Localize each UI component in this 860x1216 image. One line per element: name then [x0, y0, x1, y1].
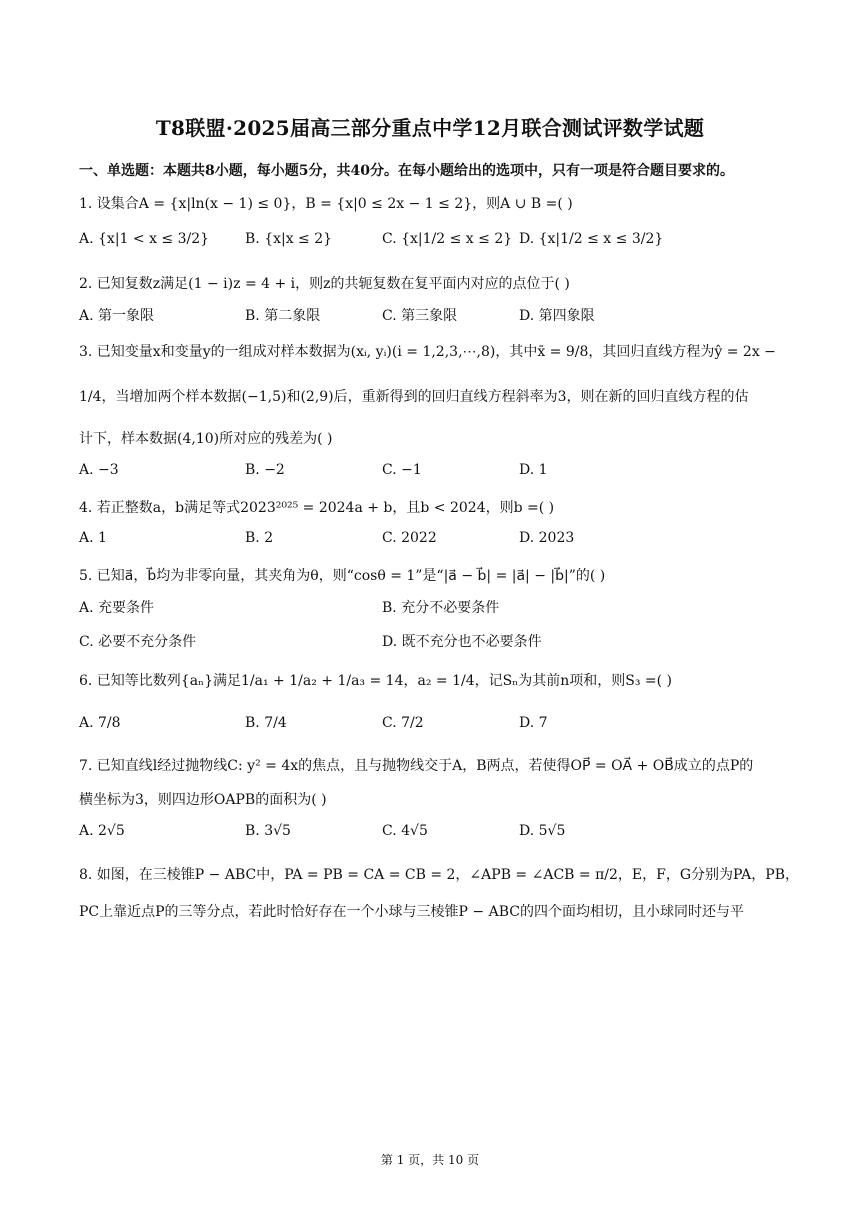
- question-1-option-d: D. {x|1/2 ≤ x ≤ 3/2}: [519, 231, 664, 247]
- section-heading: 一、单选题：本题共8小题，每小题5分，共40分。在每小题给出的选项中，只有一项是符合题目要求的。: [79, 163, 734, 179]
- question-1-option-c: C. {x|1/2 ≤ x ≤ 2}: [382, 231, 513, 247]
- question-7-line-1: 7. 已知直线l经过抛物线C: y² = 4x的焦点，且与抛物线交于A，B两点，若使得OP⃗ = OA⃗ + OB⃗成立的点P的: [79, 758, 754, 774]
- question-6-option-a: A. 7/8: [79, 715, 121, 731]
- question-2-option-a: A. 第一象限: [79, 308, 155, 324]
- question-4-option-a: A. 1: [79, 530, 107, 546]
- question-3-option-c: C. −1: [382, 462, 422, 478]
- question-4-option-b: B. 2: [245, 530, 274, 546]
- question-5-option-b: B. 充分不必要条件: [382, 600, 500, 616]
- question-8-line-1: 8. 如图，在三棱锥P − ABC中，PA = PB = CA = CB = 2，∠APB = ∠ACB = π/2，E，F，G分别为PA，PB，: [79, 867, 799, 883]
- question-3-option-d: D. 1: [519, 462, 548, 478]
- question-7-option-b: B. 3√5: [245, 823, 291, 839]
- question-4-line-1: 4. 若正整数a，b满足等式2023²⁰²⁵ = 2024a + b，且b < 2024，则b =( ): [79, 500, 555, 516]
- question-5-option-c: C. 必要不充分条件: [79, 634, 197, 650]
- question-5-line-1: 5. 已知a⃗，b⃗均为非零向量，其夹角为θ，则“cosθ = 1”是“|a⃗ − b⃗| = |a⃗| − |b⃗|”的( ): [79, 568, 606, 584]
- question-7-option-c: C. 4√5: [382, 823, 428, 839]
- question-3-line-3: 计下，样本数据(4,10)所对应的残差为( ): [79, 431, 333, 447]
- question-6-option-b: B. 7/4: [245, 715, 287, 731]
- question-1-option-a: A. {x|1 < x ≤ 3/2}: [79, 231, 210, 247]
- question-3-line-1: 3. 已知变量x和变量y的一组成对样本数据为(xᵢ, yᵢ)(i = 1,2,3,⋯,8)，其中x̄ = 9/8，其回归直线方程为ŷ = 2x −: [79, 344, 776, 360]
- question-3-option-b: B. −2: [245, 462, 285, 478]
- question-3-line-2: 1/4，当增加两个样本数据(−1,5)和(2,9)后，重新得到的回归直线方程斜率为3，则在新的回归直线方程的估: [79, 389, 749, 405]
- question-5-option-d: D. 既不充分也不必要条件: [382, 634, 542, 650]
- question-1-option-b: B. {x|x ≤ 2}: [245, 231, 333, 247]
- question-4-option-d: D. 2023: [519, 530, 575, 546]
- question-8-line-2: PC上靠近点P的三等分点，若此时恰好存在一个小球与三棱锥P − ABC的四个面均相切，且小球同时还与平: [79, 904, 744, 920]
- question-2-option-c: C. 第三象限: [382, 308, 458, 324]
- question-7-option-a: A. 2√5: [79, 823, 125, 839]
- question-2-option-d: D. 第四象限: [519, 308, 595, 324]
- question-6-option-c: C. 7/2: [382, 715, 424, 731]
- question-3-option-a: A. −3: [79, 462, 119, 478]
- question-5-option-a: A. 充要条件: [79, 600, 155, 616]
- question-2-line-1: 2. 已知复数z满足(1 − i)z = 4 + i，则z的共轭复数在复平面内对应的点位于( ): [79, 276, 570, 292]
- question-7-line-2: 横坐标为3，则四边形OAPB的面积为( ): [79, 792, 327, 808]
- page-footer: 第 1 页，共 10 页: [380, 1153, 480, 1167]
- question-2-option-b: B. 第二象限: [245, 308, 321, 324]
- exam-title: T8联盟·2025届高三部分重点中学12月联合测试评数学试题: [155, 116, 705, 140]
- question-6-option-d: D. 7: [519, 715, 548, 731]
- question-6-line-1: 6. 已知等比数列{aₙ}满足1/a₁ + 1/a₂ + 1/a₃ = 14，a₂ = 1/4，记Sₙ为其前n项和，则S₃ =( ): [79, 673, 673, 689]
- question-7-option-d: D. 5√5: [519, 823, 566, 839]
- question-1-line-1: 1. 设集合A = {x|ln(x − 1) ≤ 0}，B = {x|0 ≤ 2x − 1 ≤ 2}，则A ∪ B =( ): [79, 196, 573, 212]
- question-4-option-c: C. 2022: [382, 530, 437, 546]
